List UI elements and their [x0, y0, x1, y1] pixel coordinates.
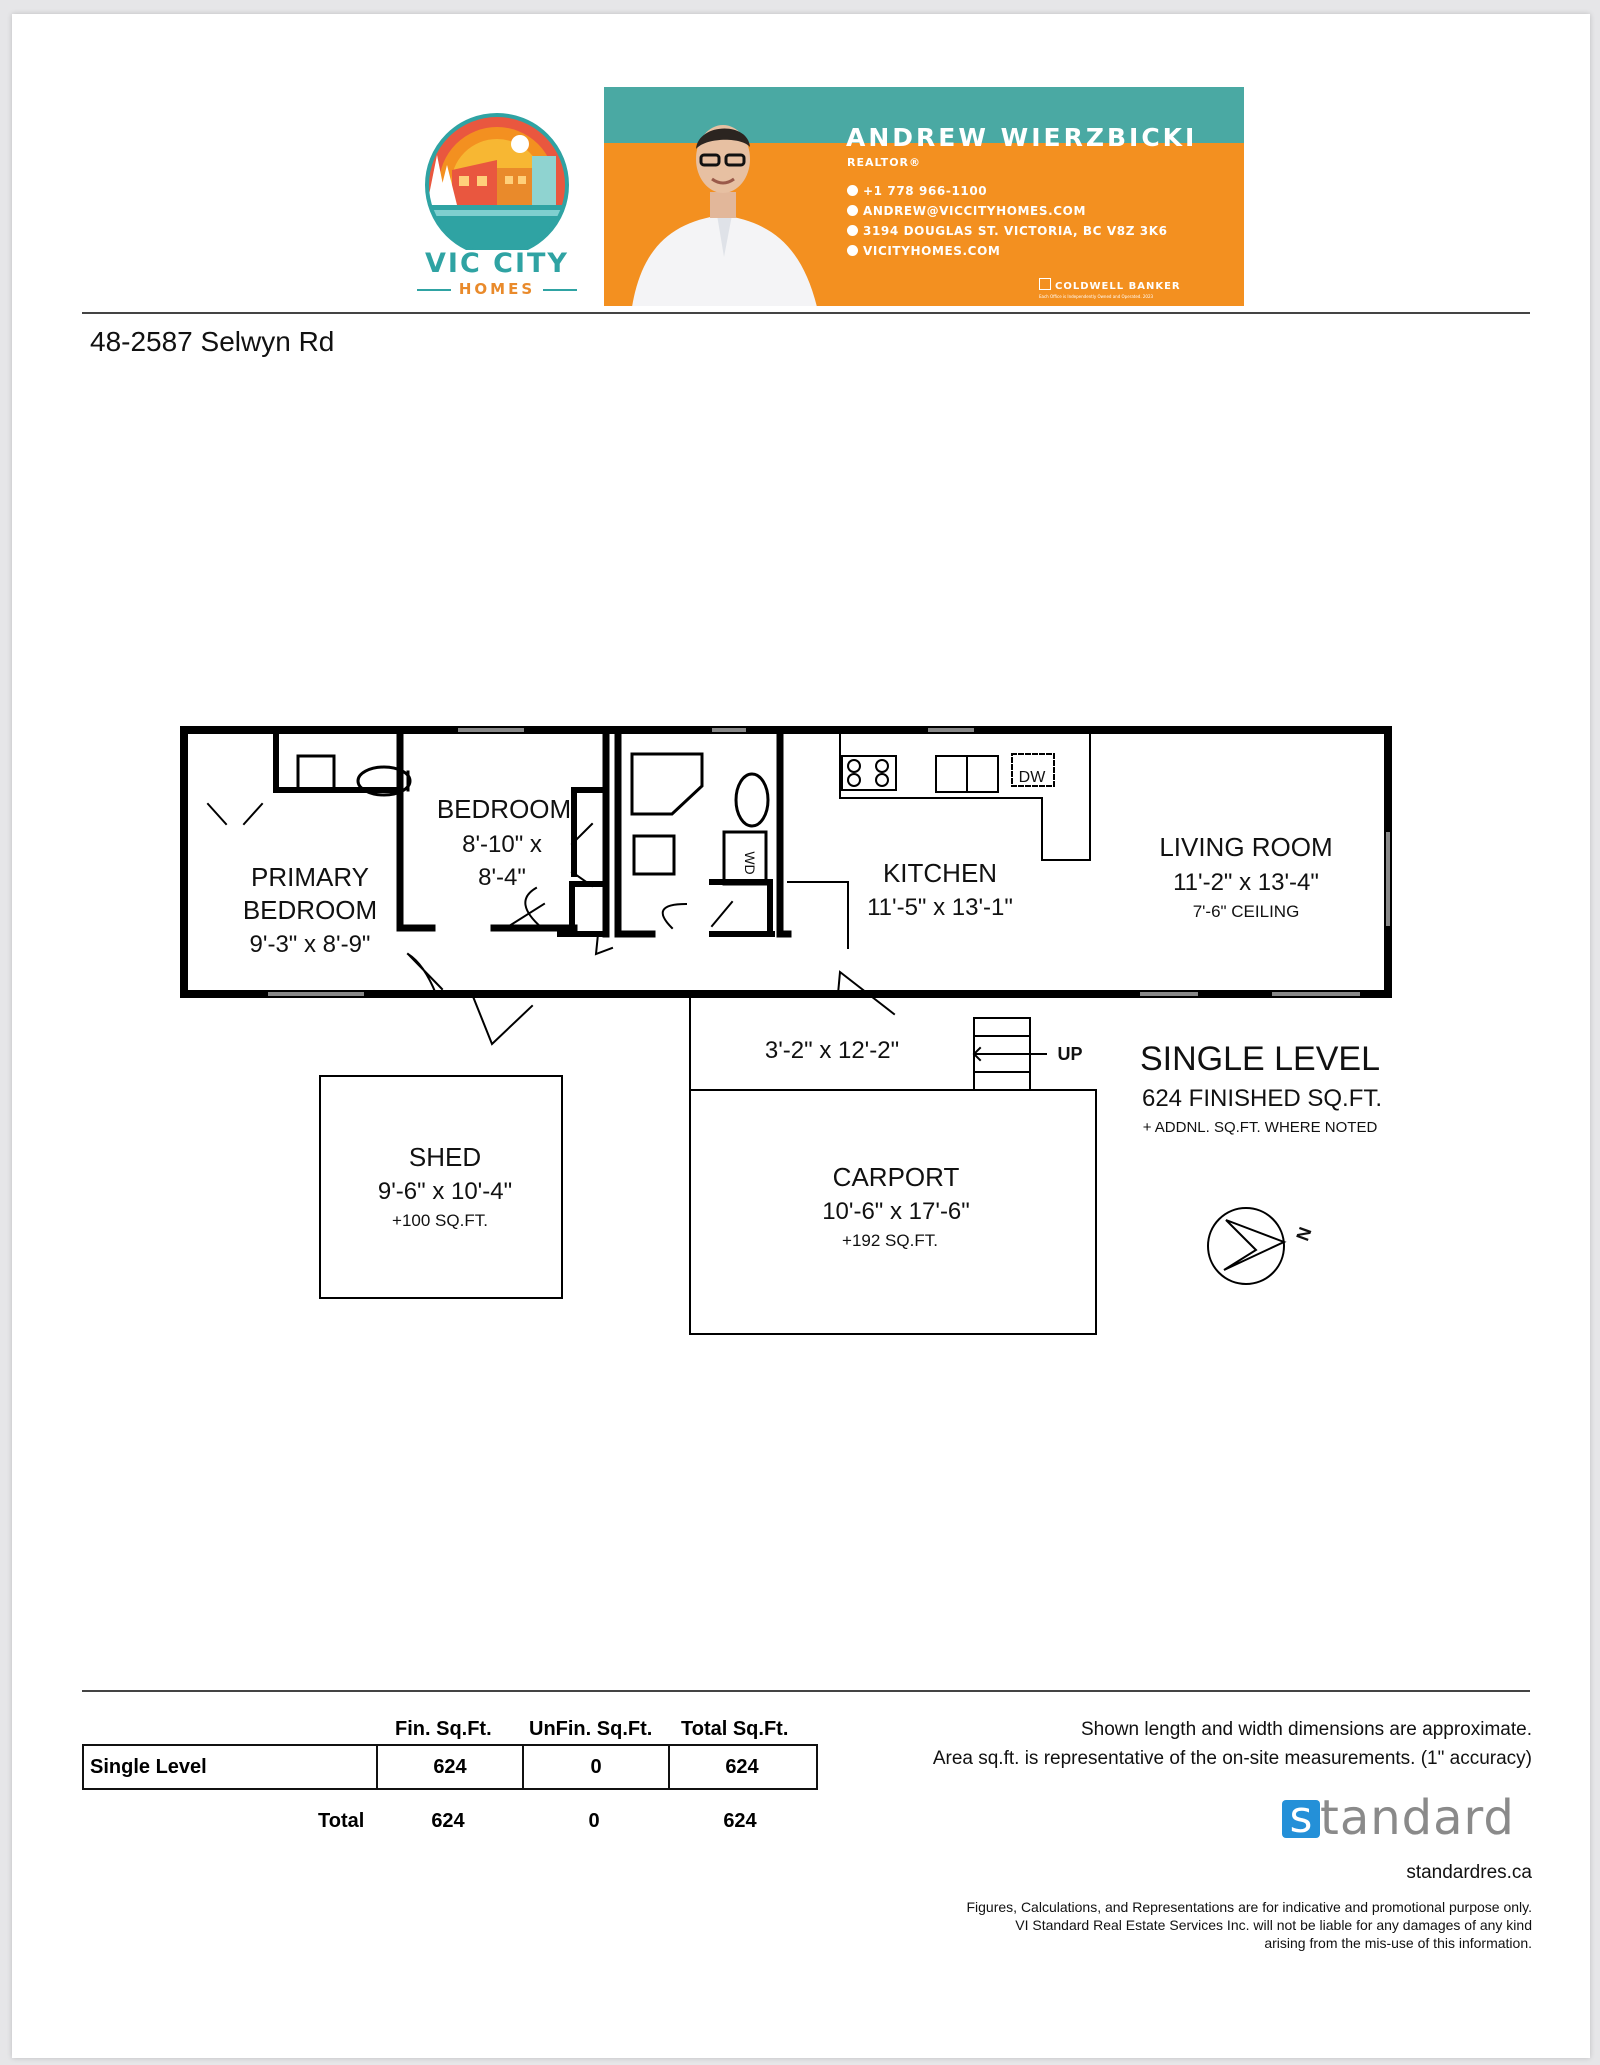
bath-sink	[634, 836, 674, 874]
brokerage-note: Each Office is Independently Owned and Operated. 2023	[1039, 294, 1154, 299]
logo-subtitle: HOMES	[397, 280, 597, 298]
room-name: SHED	[408, 1142, 482, 1172]
room-dimensions: 11'-5" x 13'-1"	[867, 894, 1013, 921]
header-fin-sqft: Fin. Sq.Ft.	[395, 1718, 492, 1740]
room-dimensions: 3'-2" x 12'-2"	[764, 1037, 900, 1064]
kitchen-counter	[788, 882, 848, 948]
header-unfin-sqft: UnFin. Sq.Ft.	[529, 1718, 653, 1740]
row-unfin-value: 0	[590, 1756, 602, 1778]
room-note: 7'-6" CEILING	[1192, 902, 1300, 921]
closet-door	[208, 804, 262, 824]
standard-logo	[1282, 1790, 1522, 1848]
logo-wordmark: VIC CITY	[425, 248, 569, 279]
agent-website-text: VICITYHOMES.COM	[863, 244, 1001, 258]
disclaimer-line: Figures, Calculations, and Representations are for indicative and promotional purpose only.	[966, 1899, 1532, 1915]
room-name: CARPORT	[832, 1162, 960, 1192]
standard-logo-text: tandard	[1320, 1790, 1515, 1846]
standard-logo-mark: s	[1282, 1800, 1320, 1838]
door-swing	[408, 954, 442, 994]
room-dimensions: 8'-10" x	[462, 831, 542, 858]
kitchen-counter	[840, 734, 1090, 860]
exterior-door-swing	[472, 994, 532, 1044]
area-note: Area sq.ft. is representative of the on-site measurements. (1" accuracy)	[932, 1748, 1532, 1769]
row-total-value: 624	[725, 1756, 759, 1778]
property-address: 48-2587 Selwyn Rd	[90, 326, 335, 357]
level-title: SINGLE LEVEL	[1139, 1040, 1381, 1078]
total-total-value: 624	[723, 1810, 757, 1832]
bath-sink	[298, 756, 334, 790]
shower	[632, 754, 702, 814]
door-swing	[663, 902, 732, 928]
total-fin-value: 624	[431, 1810, 465, 1832]
footer-divider	[82, 1690, 1530, 1692]
room-dimensions: 10'-6" x 17'-6"	[822, 1198, 970, 1225]
door-swing	[506, 888, 544, 928]
agent-address-text: 3194 DOUGLAS ST. VICTORIA, BC V8Z 3K6	[863, 224, 1168, 238]
room-note: +100 SQ.FT.	[392, 1211, 488, 1230]
room-dimensions: 9'-3" x 8'-9"	[249, 931, 371, 958]
toilet	[736, 774, 768, 826]
washer-dryer-label: WD	[742, 851, 758, 875]
total-unfin-value: 0	[588, 1810, 600, 1832]
agent-title: REALTOR®	[847, 156, 922, 169]
compass-icon	[1208, 1208, 1284, 1284]
agent-name: ANDREW WIERZBICKI	[846, 123, 1198, 152]
dimensions-note: Shown length and width dimensions are approximate.	[1081, 1719, 1532, 1740]
document-page	[12, 14, 1590, 2058]
dishwasher-label: DW	[1018, 769, 1046, 786]
row-fin-value: 624	[433, 1756, 467, 1778]
standard-website: standardres.ca	[1406, 1862, 1532, 1883]
brokerage-logo: COLDWELL BANKER	[1039, 278, 1181, 292]
room-name: LIVING ROOM	[1159, 832, 1333, 862]
level-finished-sqft: 624 FINISHED SQ.FT.	[1141, 1085, 1383, 1112]
disclaimer-line: VI Standard Real Estate Services Inc. will not be liable for any damages of any kind	[1015, 1917, 1532, 1933]
total-label: Total	[318, 1810, 365, 1832]
agent-email-text: ANDREW@VICCITYHOMES.COM	[863, 204, 1087, 218]
room-dimensions: 9'-6" x 10'-4"	[377, 1178, 513, 1205]
stairs	[974, 1018, 1046, 1090]
level-note: + ADDNL. SQ.FT. WHERE NOTED	[1142, 1119, 1378, 1136]
row-label: Single Level	[90, 1756, 207, 1778]
room-name: BEDROOM	[242, 895, 378, 925]
header-total-sqft: Total Sq.Ft.	[681, 1718, 789, 1740]
room-dimensions: 8'-4"	[478, 864, 526, 891]
room-note: +192 SQ.FT.	[842, 1231, 938, 1250]
stairs-up-label: UP	[1057, 1044, 1083, 1064]
disclaimer-line: arising from the mis-use of this information.	[1264, 1935, 1532, 1951]
room-name: BEDROOM	[436, 794, 572, 824]
room-name: PRIMARY	[251, 862, 369, 892]
compass-north-label: N	[1292, 1224, 1316, 1244]
table-row	[82, 1744, 818, 1790]
room-name: KITCHEN	[882, 858, 998, 888]
agent-phone-text: +1 778 966-1100	[863, 184, 988, 198]
room-dimensions: 11'-2" x 13'-4"	[1173, 869, 1319, 896]
